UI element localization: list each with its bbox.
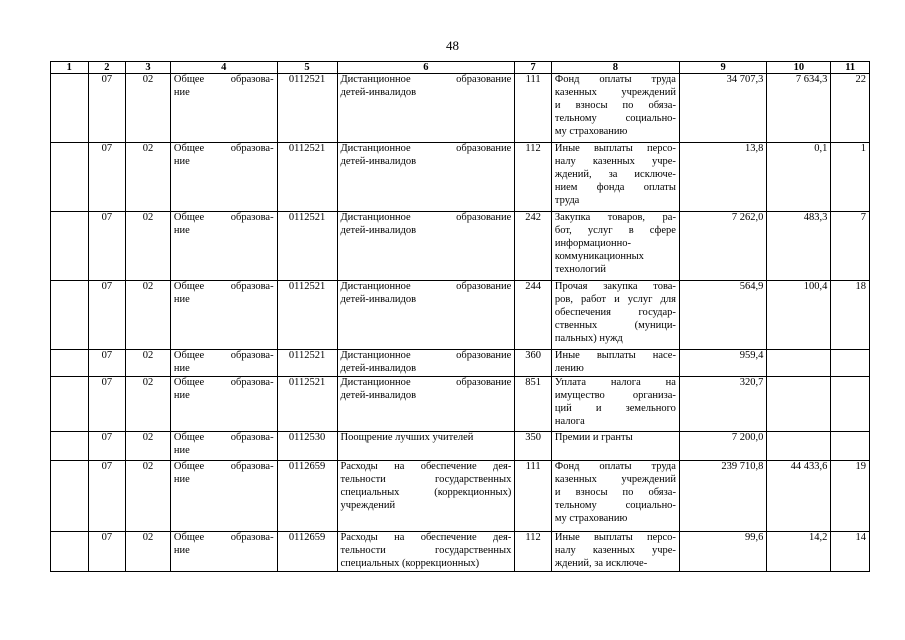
cell-amount: 99,6 [679,532,766,572]
cell-amount-2: 7 634,3 [767,74,831,143]
cell-section: 07 [88,74,126,143]
cell-col1 [51,532,89,572]
cell-col1 [51,432,89,461]
cell-expense-type: 112 [515,532,552,572]
cell-target-code: 0112521 [277,377,337,432]
table-body [51,74,870,572]
cell-expense-description: Иные выплаты персо- налу казенных учре- ждений, за исключе- [551,532,679,572]
cell-target-code: 0112521 [277,212,337,281]
cell-amount: 959,4 [679,350,766,377]
cell-program: Дистанционное образование детей-инвалидов [337,212,515,281]
header-row [51,62,870,74]
cell-target-code: 0112521 [277,143,337,212]
cell-expense-description: Фонд оплаты труда казенных учреждений и взносы по обяза- тельному социально- му страхованию [551,461,679,532]
cell-program: Поощрение лучших учителей [337,432,515,461]
cell-count [831,432,870,461]
cell-subsection: 02 [126,350,171,377]
table-row [51,532,870,572]
cell-section: 07 [88,461,126,532]
column-header-4: 4 [170,62,277,74]
cell-name: Общее образова- ние [170,212,277,281]
cell-expense-description: Прочая закупка това- ров, работ и услуг для обеспечения государ- ственных (муници- пальных) нужд [551,281,679,350]
column-header-5: 5 [277,62,337,74]
cell-name: Общее образова- ние [170,143,277,212]
cell-name: Общее образова- ние [170,350,277,377]
cell-section: 07 [88,212,126,281]
page-number: 48 [446,38,459,53]
cell-section: 07 [88,281,126,350]
column-header-9: 9 [679,62,766,74]
cell-amount: 34 707,3 [679,74,766,143]
cell-expense-type: 242 [515,212,552,281]
cell-col1 [51,143,89,212]
cell-expense-description: Закупка товаров, ра- бот, услуг в сфере информационно- коммуникационных технологий [551,212,679,281]
cell-expense-type: 350 [515,432,552,461]
column-header-2: 2 [88,62,126,74]
cell-target-code: 0112521 [277,350,337,377]
cell-name: Общее образова- ние [170,432,277,461]
cell-target-code: 0112659 [277,532,337,572]
cell-program: Дистанционное образование детей-инвалидов [337,350,515,377]
table-row [51,212,870,281]
cell-amount-2 [767,432,831,461]
cell-subsection: 02 [126,212,171,281]
table-row [51,350,870,377]
cell-name: Общее образова- ние [170,281,277,350]
cell-expense-description: Уплата налога на имущество организа- ций и земельного налога [551,377,679,432]
cell-target-code: 0112521 [277,74,337,143]
cell-amount-2: 100,4 [767,281,831,350]
cell-name: Общее образова- ние [170,377,277,432]
cell-program: Дистанционное образование детей-инвалидов [337,74,515,143]
cell-expense-type: 360 [515,350,552,377]
cell-name: Общее образова- ние [170,532,277,572]
cell-section: 07 [88,377,126,432]
cell-col1 [51,281,89,350]
table-row [51,74,870,143]
cell-col1 [51,212,89,281]
cell-expense-type: 112 [515,143,552,212]
cell-name: Общее образова- ние [170,461,277,532]
column-header-11: 11 [831,62,870,74]
cell-amount-2 [767,350,831,377]
table-row [51,432,870,461]
table-row [51,461,870,532]
cell-amount-2: 0,1 [767,143,831,212]
cell-section: 07 [88,350,126,377]
cell-expense-type: 111 [515,74,552,143]
column-header-1: 1 [51,62,89,74]
cell-count: 1 [831,143,870,212]
cell-amount: 13,8 [679,143,766,212]
cell-amount-2: 483,3 [767,212,831,281]
cell-count [831,350,870,377]
column-header-10: 10 [767,62,831,74]
cell-count: 22 [831,74,870,143]
cell-amount: 239 710,8 [679,461,766,532]
cell-subsection: 02 [126,74,171,143]
cell-amount: 564,9 [679,281,766,350]
cell-count [831,377,870,432]
cell-col1 [51,74,89,143]
cell-name: Общее образова- ние [170,74,277,143]
cell-expense-description: Фонд оплаты труда казенных учреждений и взносы по обяза- тельному социально- му страхованию [551,74,679,143]
cell-col1 [51,350,89,377]
cell-program: Дистанционное образование детей-инвалидов [337,281,515,350]
cell-amount: 320,7 [679,377,766,432]
table-row [51,143,870,212]
column-header-3: 3 [126,62,171,74]
cell-subsection: 02 [126,532,171,572]
cell-subsection: 02 [126,461,171,532]
cell-expense-description: Иные выплаты персо- налу казенных учре- ждений, за исключе- нием фонда оплаты труда [551,143,679,212]
cell-col1 [51,461,89,532]
cell-amount-2: 44 433,6 [767,461,831,532]
cell-program: Дистанционное образование детей-инвалидов [337,377,515,432]
cell-col1 [51,377,89,432]
cell-program: Расходы на обеспечение дея- тельности государственных специальных (коррекционных) [337,532,515,572]
cell-target-code: 0112659 [277,461,337,532]
cell-count: 19 [831,461,870,532]
cell-section: 07 [88,143,126,212]
cell-count: 18 [831,281,870,350]
column-header-8: 8 [551,62,679,74]
column-header-7: 7 [515,62,552,74]
budget-table [50,61,870,572]
cell-expense-type: 851 [515,377,552,432]
cell-program: Дистанционное образование детей-инвалидов [337,143,515,212]
cell-amount: 7 200,0 [679,432,766,461]
cell-section: 07 [88,432,126,461]
table-row [51,377,870,432]
column-header-6: 6 [337,62,515,74]
table-row [51,281,870,350]
cell-subsection: 02 [126,377,171,432]
cell-amount-2: 14,2 [767,532,831,572]
cell-expense-type: 244 [515,281,552,350]
cell-expense-description: Премии и гранты [551,432,679,461]
cell-target-code: 0112530 [277,432,337,461]
cell-amount-2 [767,377,831,432]
cell-subsection: 02 [126,432,171,461]
cell-program: Расходы на обеспечение дея- тельности государственных специальных (коррекционных) учреждений [337,461,515,532]
cell-target-code: 0112521 [277,281,337,350]
cell-section: 07 [88,532,126,572]
cell-subsection: 02 [126,143,171,212]
cell-subsection: 02 [126,281,171,350]
cell-count: 14 [831,532,870,572]
cell-expense-type: 111 [515,461,552,532]
cell-expense-description: Иные выплаты насе- лению [551,350,679,377]
cell-count: 7 [831,212,870,281]
cell-amount: 7 262,0 [679,212,766,281]
